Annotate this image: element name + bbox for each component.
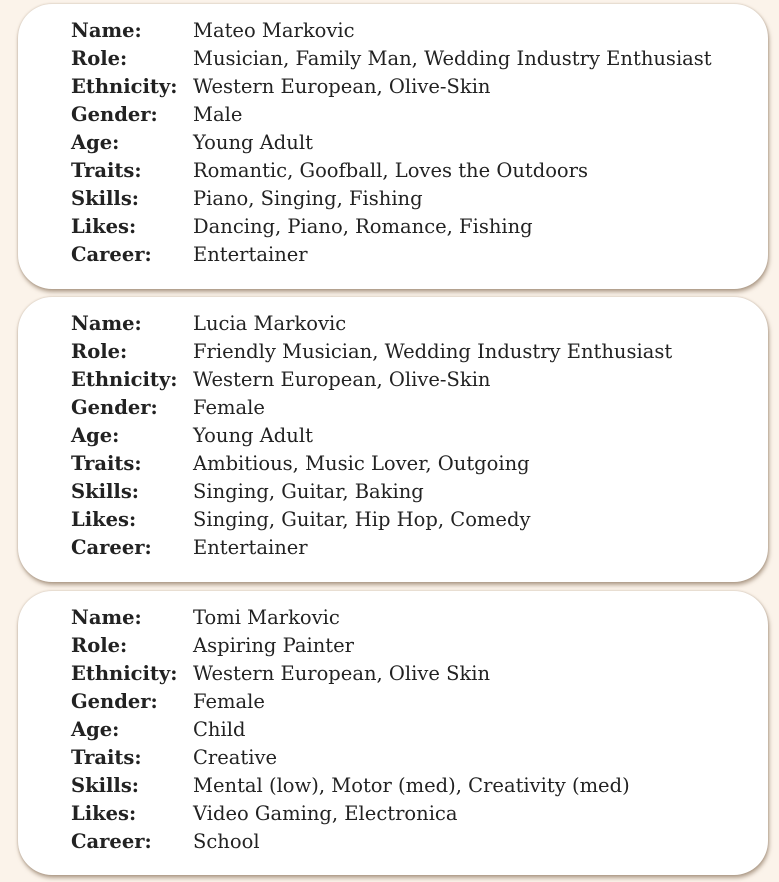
age-label: Age: [71,718,120,741]
career-value: School [193,830,260,853]
traits-value: Creative [193,746,278,769]
character-card [18,591,768,875]
traits-row [71,450,672,478]
ethnicity-value: Western European, Olive-Skin [193,75,491,98]
name-row [71,310,672,338]
skills-value: Singing, Guitar, Baking [193,480,424,503]
traits-value: Romantic, Goofball, Loves the Outdoors [193,159,588,182]
career-label: Career: [71,536,152,559]
age-row [71,129,712,157]
name-value: Lucia Markovic [193,312,347,335]
traits-label: Traits: [71,159,142,182]
ethnicity-value: Western European, Olive Skin [193,662,491,685]
likes-value: Video Gaming, Electronica [193,802,458,825]
gender-row [71,688,630,716]
ethnicity-label: Ethnicity: [71,75,178,98]
gender-value: Female [193,690,265,713]
gender-label: Gender: [71,103,158,126]
age-value: Child [193,718,246,741]
role-label: Role: [71,634,128,657]
role-row [71,632,630,660]
career-row [71,534,672,562]
ethnicity-label: Ethnicity: [71,368,178,391]
name-row [71,17,712,45]
role-row [71,45,712,73]
character-details [71,17,712,269]
traits-label: Traits: [71,746,142,769]
career-value: Entertainer [193,243,308,266]
skills-label: Skills: [71,480,139,503]
ethnicity-row [71,366,672,394]
likes-value: Dancing, Piano, Romance, Fishing [193,215,533,238]
ethnicity-label: Ethnicity: [71,662,178,685]
career-label: Career: [71,243,152,266]
name-value: Mateo Markovic [193,19,355,42]
gender-label: Gender: [71,690,158,713]
character-card [18,297,768,582]
age-label: Age: [71,424,120,447]
age-value: Young Adult [193,131,313,154]
character-details [71,310,672,562]
career-row [71,828,630,856]
traits-row [71,157,712,185]
likes-label: Likes: [71,215,137,238]
skills-row [71,185,712,213]
role-value: Friendly Musician, Wedding Industry Enthusiast [193,340,673,363]
career-label: Career: [71,830,152,853]
traits-value: Ambitious, Music Lover, Outgoing [193,452,530,475]
role-label: Role: [71,340,128,363]
gender-value: Female [193,396,265,419]
name-label: Name: [71,606,142,629]
role-value: Aspiring Painter [193,634,354,657]
likes-label: Likes: [71,802,137,825]
name-label: Name: [71,312,142,335]
name-row [71,604,630,632]
ethnicity-value: Western European, Olive-Skin [193,368,491,391]
gender-value: Male [193,103,243,126]
skills-row [71,478,672,506]
skills-label: Skills: [71,187,139,210]
likes-label: Likes: [71,508,137,531]
skills-label: Skills: [71,774,139,797]
traits-row [71,744,630,772]
likes-row [71,213,712,241]
role-label: Role: [71,47,128,70]
age-label: Age: [71,131,120,154]
character-card [18,4,768,289]
character-details [71,604,630,856]
gender-row [71,101,712,129]
likes-value: Singing, Guitar, Hip Hop, Comedy [193,508,531,531]
traits-label: Traits: [71,452,142,475]
age-row [71,716,630,744]
role-value: Musician, Family Man, Wedding Industry Enthusiast [193,47,712,70]
gender-row [71,394,672,422]
role-row [71,338,672,366]
likes-row [71,506,672,534]
career-value: Entertainer [193,536,308,559]
skills-value: Mental (low), Motor (med), Creativity (med) [193,774,630,797]
name-label: Name: [71,19,142,42]
career-row [71,241,712,269]
likes-row [71,800,630,828]
skills-value: Piano, Singing, Fishing [193,187,423,210]
age-value: Young Adult [193,424,313,447]
gender-label: Gender: [71,396,158,419]
name-value: Tomi Markovic [193,606,340,629]
ethnicity-row [71,73,712,101]
skills-row [71,772,630,800]
age-row [71,422,672,450]
ethnicity-row [71,660,630,688]
